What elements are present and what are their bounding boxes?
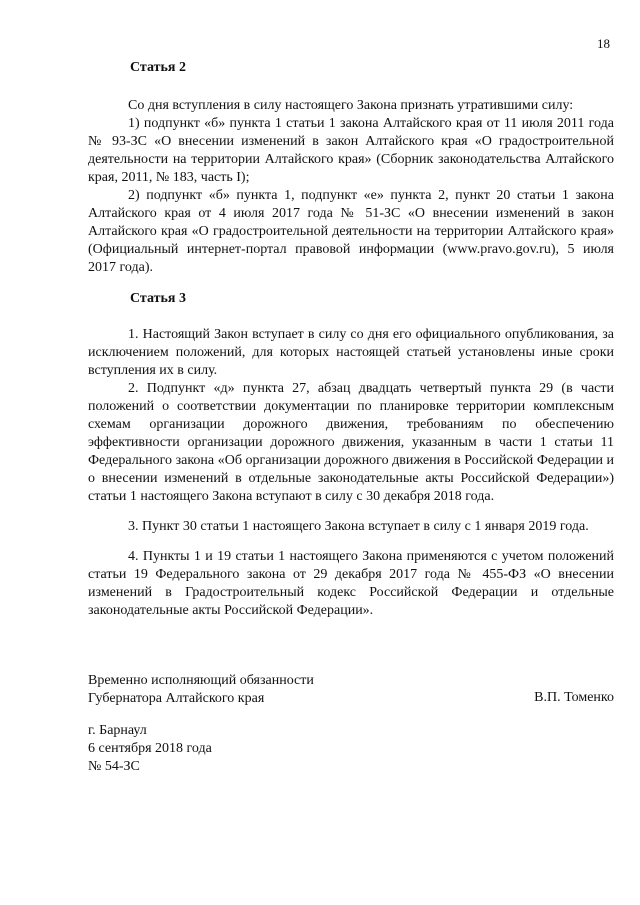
- article-3-item-2: 2. Подпункт «д» пункта 27, абзац двадцать четвертый пункта 29 (в части положений о соответствии документации по планировке территории комплексным схемам организации дорожного движения, требованиям по обеспечению эффективности организации дорожного движения, указанным в части 1 статьи 11 Федерального закона «Об организации дорожного движения в Российской Федерации и о внесении изменений в отдельные законодательные акты Российской Федерации») статьи 1 настоящего Закона вступают в силу с 30 декабря 2018 года.: [88, 381, 614, 504]
- signatory-position-line-1: Временно исполняющий обязанности: [88, 673, 314, 688]
- article-3-item-3: 3. Пункт 30 статьи 1 настоящего Закона вступает в силу с 1 января 2019 года.: [128, 519, 589, 534]
- article-2-item-1: 1) подпункт «б» пункта 1 статьи 1 закона Алтайского края от 11 июля 2011 года № 93-ЗС «О внесении изменений в закон Алтайского края «О градостроительной деятельности на территории Алтайского края» (Сборник законодательства Алтайского края, 2011, № 183, часть I);: [88, 116, 614, 185]
- issue-date: 6 сентября 2018 года: [88, 741, 212, 756]
- article-2-heading: Статья 2: [130, 60, 186, 75]
- signatory-name: В.П. Томенко: [534, 690, 614, 705]
- article-3-item-1: 1. Настоящий Закон вступает в силу со дня его официального опубликования, за исключением положений, для которых настоящей статьей установлены иные сроки вступления их в силу.: [88, 327, 614, 378]
- issue-city: г. Барнаул: [88, 723, 147, 738]
- signatory-position-line-2: Губернатора Алтайского края: [88, 691, 265, 706]
- article-2-intro: Со дня вступления в силу настоящего Закона признать утратившими силу:: [128, 98, 574, 113]
- article-3-item-4: 4. Пункты 1 и 19 статьи 1 настоящего Закона применяются с учетом положений статьи 19 Федерального закона от 29 декабря 2017 года № 455-ФЗ «О внесении изменений в Градостроительный кодекс Российской Федерации и отдельные законодательные акты Российской Федерации».: [88, 549, 614, 618]
- law-number: № 54-ЗС: [88, 759, 140, 774]
- page-number: 18: [597, 36, 610, 51]
- article-2-item-2: 2) подпункт «б» пункта 1, подпункт «е» пункта 2, пункт 20 статьи 1 закона Алтайского края от 4 июля 2017 года № 51-ЗС «О внесении изменений в закон Алтайского края «О градостроительной деятельности на территории Алтайского края» (Официальный интернет-портал правовой информации (www.pravo.gov.ru), 5 июля 2017 года).: [88, 188, 614, 275]
- article-3-heading: Статья 3: [130, 291, 186, 306]
